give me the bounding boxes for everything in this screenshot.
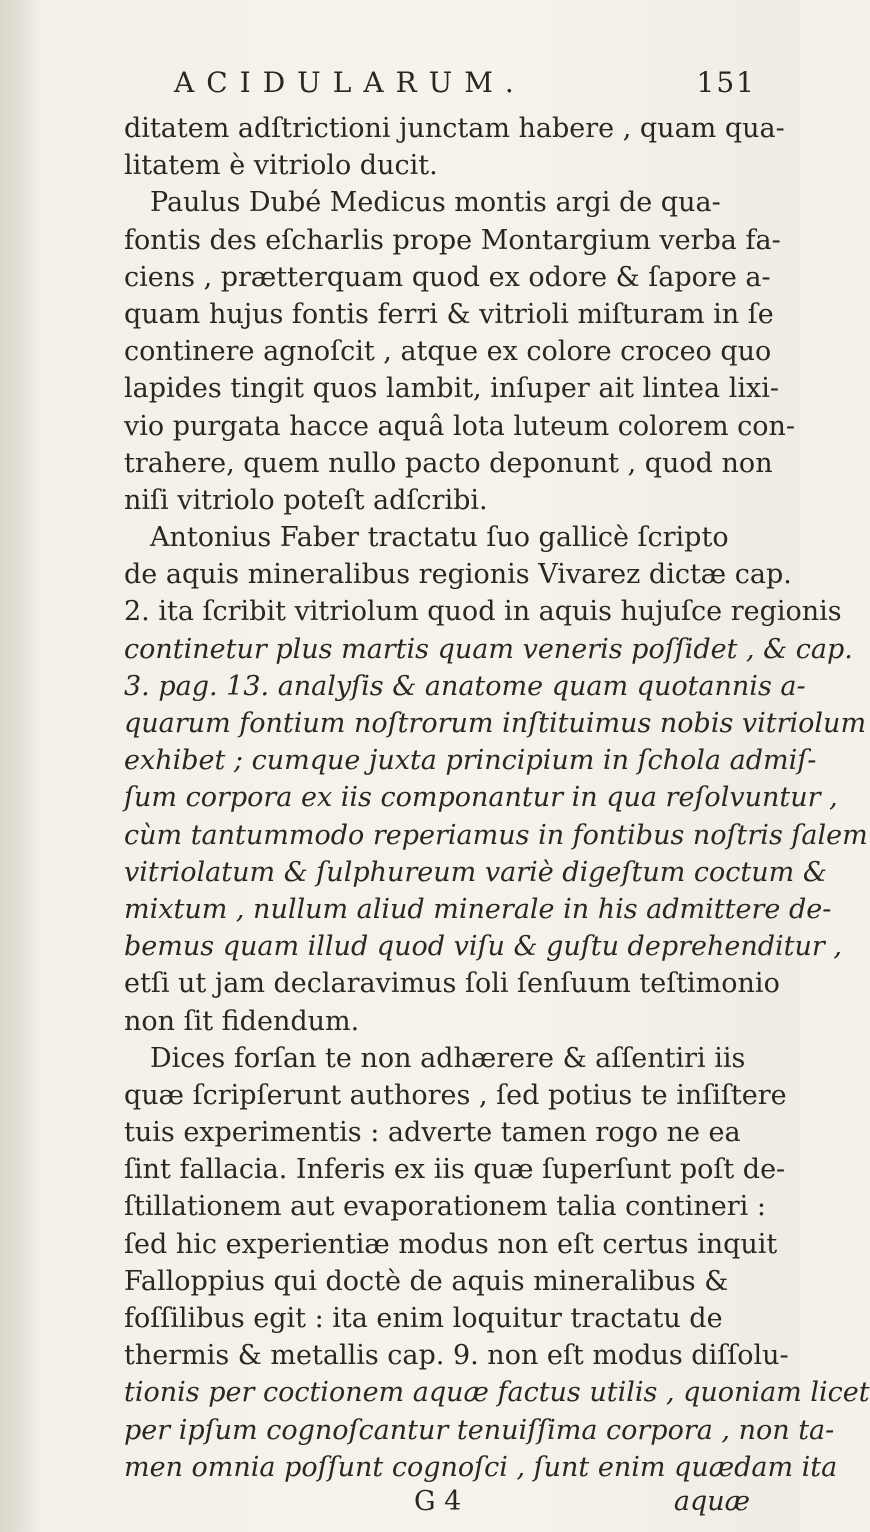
page-gutter-shadow	[0, 0, 40, 1532]
text-line: exhibet ; cumque juxta principium in ſchola admiſ-	[124, 745, 817, 777]
text-line: lapides tingit quos lambit, inſuper ait lintea lixi-	[124, 373, 779, 405]
text-line: de aquis mineralibus regionis Vivarez dictæ cap.	[124, 559, 792, 591]
text-line: tuis experimentis : adverte tamen rogo ne ea	[124, 1117, 741, 1149]
text-line: Paulus Dubé Medicus montis argi de qua-	[150, 187, 721, 219]
text-line: ſtillationem aut evaporationem talia contineri :	[124, 1191, 766, 1223]
text-line: quæ ſcripſerunt authores , ſed potius te inſiſtere	[124, 1079, 787, 1111]
text-line: ditatem adſtrictioni junctam habere , quam qua-	[124, 113, 785, 144]
text-line: litatem è vitriolo ducit.	[124, 150, 438, 182]
text-line: Falloppius qui doctè de aquis mineralibus &	[124, 1265, 729, 1297]
text-line: vitriolatum & ſulphureum variè digeſtum coctum &	[124, 856, 827, 888]
text-line: foſſilibus egit : ita enim loquitur tractatu de	[124, 1303, 723, 1334]
text-line: men omnia poſſunt cognoſci , ſunt enim quædam ita	[124, 1451, 838, 1483]
text-line: non ſit fidendum.	[124, 1005, 360, 1037]
text-line: ſint fallacia. Inferis ex iis quæ ſuperſunt poſt de-	[124, 1154, 786, 1186]
text-line: bemus quam illud quod viſu & guſtu deprehenditur ,	[124, 931, 842, 963]
text-line: cùm tantummodo reperiamus in fontibus noſtris ſalem	[124, 819, 868, 851]
text-line: continere agnoſcit , atque ex colore croceo quo	[124, 336, 772, 368]
text-line: thermis & metallis cap. 9. non eſt modus diſſolu-	[124, 1340, 789, 1372]
body-text	[124, 110, 870, 1486]
text-line: ciens , prætterquam quod ex odore & ſapore a-	[124, 261, 771, 293]
text-line: quarum fontium noſtrorum inſtituimus nobis vitriolum	[124, 708, 867, 739]
text-line: 2. ita ſcribit vitriolum quod in aquis hujuſce regionis	[124, 596, 842, 628]
page-number: 151	[696, 66, 756, 99]
text-line: fontis des eſcharlis prope Montargium verba fa-	[124, 224, 781, 256]
text-line: ſed hic experientiæ modus non eſt certus inquit	[124, 1228, 778, 1260]
text-line: Antonius Faber tractatu ſuo gallicè ſcripto	[150, 522, 729, 554]
text-line: continetur plus martis quam veneris poſſidet , & cap.	[124, 633, 853, 665]
text-line: per ipſum cognoſcantur tenuiſſima corpora , non ta-	[124, 1414, 835, 1446]
text-line: vio purgata hacce aquâ lota luteum colorem con-	[124, 410, 796, 442]
page-footer	[124, 1486, 764, 1522]
text-line: Dices forſan te non adhærere & aſſentiri iis	[150, 1042, 746, 1074]
text-line: trahere, quem nullo pacto deponunt , quod non	[124, 447, 773, 479]
text-line: etſi ut jam declaravimus ſoli ſenſuum teſtimonio	[124, 968, 780, 1000]
catchword: aquæ	[673, 1486, 750, 1517]
text-line: tionis per coctionem aquæ factus utilis , quoniam licet	[124, 1377, 870, 1409]
page-header	[174, 66, 764, 106]
text-line: niſi vitriolo poteſt adſcribi.	[124, 484, 488, 516]
text-line: 3. pag. 13. analyſis & anatome quam quotannis a-	[124, 670, 806, 702]
text-line: mixtum , nullum aliud minerale in his admittere de-	[124, 893, 832, 925]
text-line: quam hujus fontis ferri & vitrioli miſturam in ſe	[124, 298, 774, 330]
running-head: ACIDULARUM.	[174, 66, 526, 99]
text-line: ſum corpora ex iis componantur in qua reſolvuntur ,	[124, 782, 838, 814]
signature-mark: G 4	[414, 1486, 462, 1517]
